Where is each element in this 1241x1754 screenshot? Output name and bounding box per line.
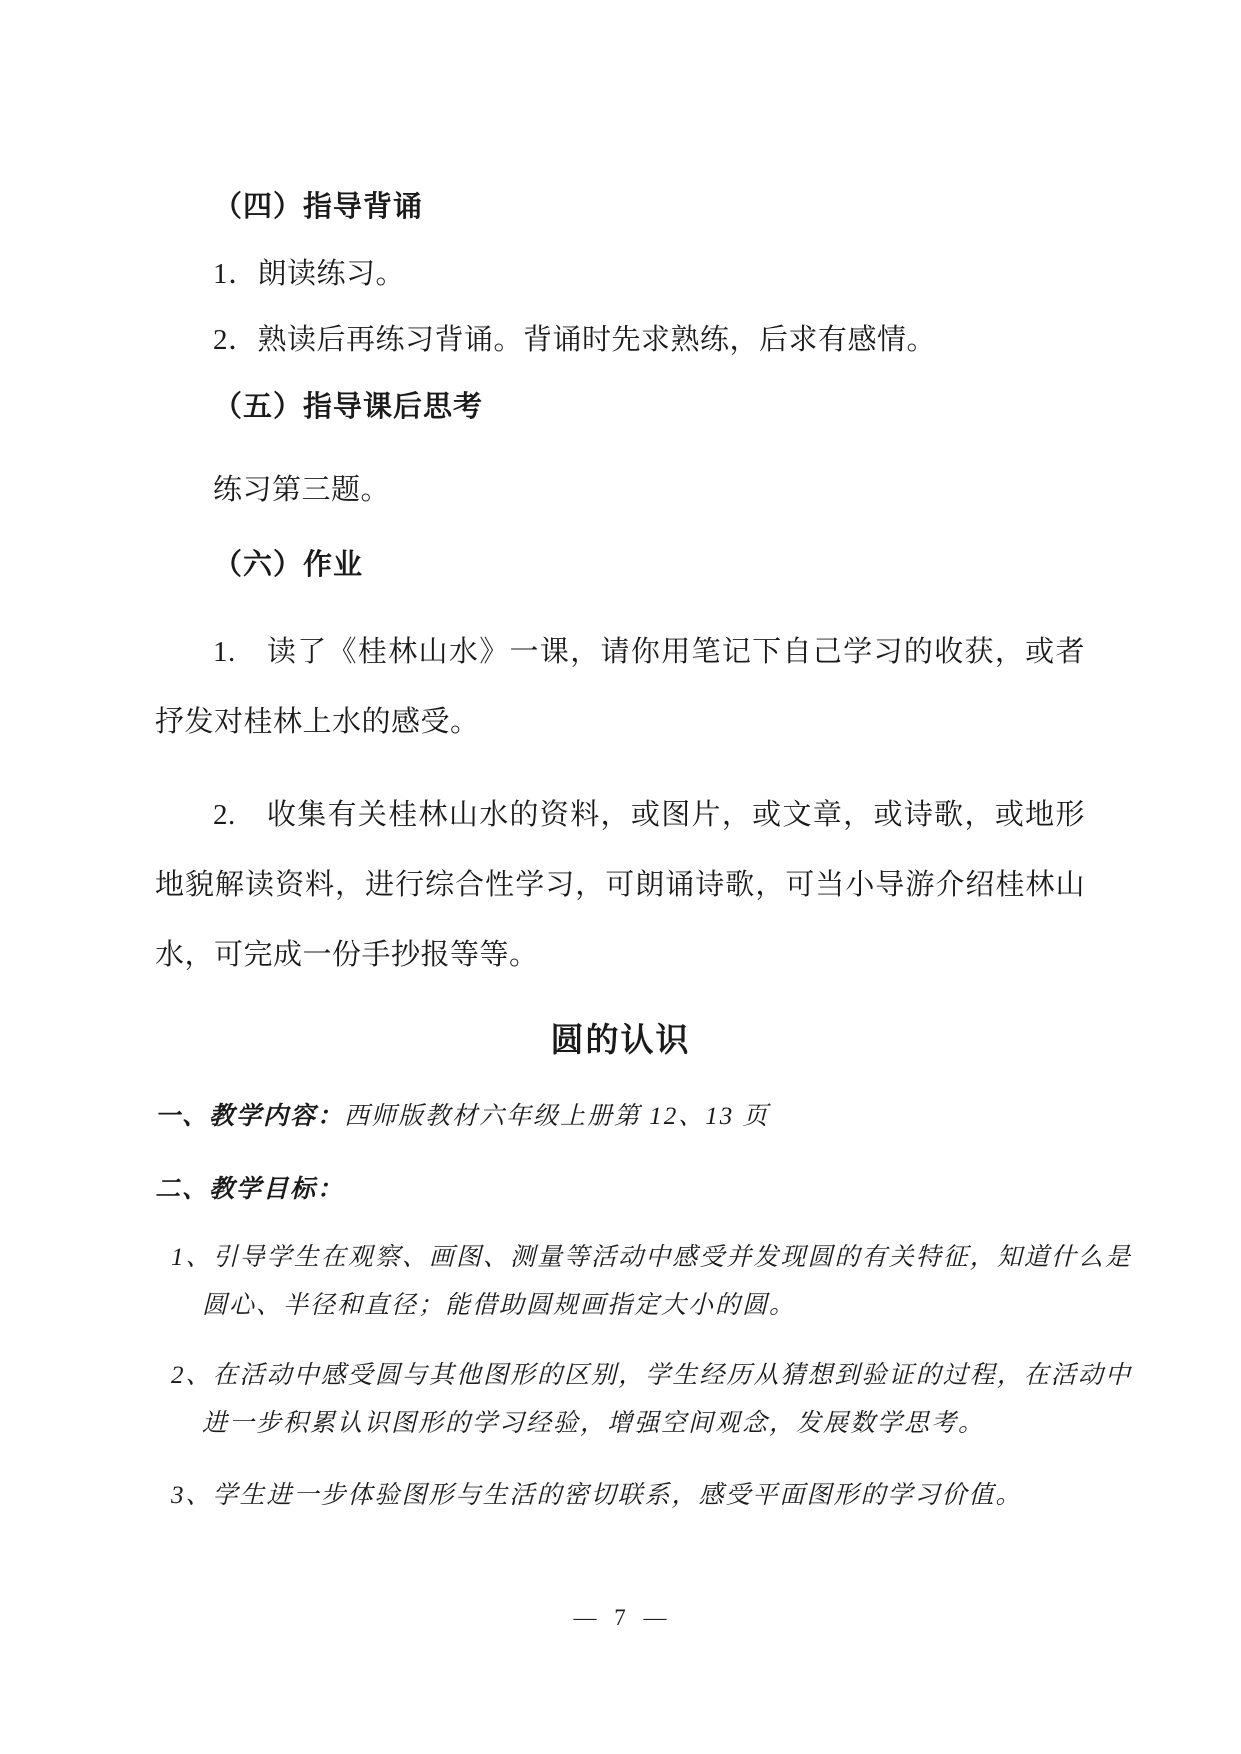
teaching-objectives-label: 二、教学目标： (155, 1176, 345, 1203)
objective-item-1: 1、引导学生在观察、画图、测量等活动中感受并发现圆的有关特征，知道什么是圆心、半径和直径；能借助圆规画指定大小的圆。 (171, 1244, 1132, 1319)
teaching-content-value: 西师版教材六年级上册第 12、13 页 (344, 1103, 770, 1130)
objective-item-3: 3、学生进一步体验图形与生活的密切联系，感受平面图形的学习价值。 (171, 1482, 1023, 1509)
objective-item-2: 2、在活动中感受圆与其他图形的区别，学生经历从猜想到验证的过程，在活动中进一步积累认识图形的学习经验，增强空间观念，发展数学思考。 (171, 1362, 1132, 1437)
teaching-content-label: 一、教学内容： (155, 1103, 345, 1130)
section-6-heading: （六）作业 (213, 549, 364, 581)
page-number: — 7 — (573, 1605, 668, 1630)
teaching-content-line (155, 1099, 1085, 1135)
lesson-title: 圆的认识 (550, 1021, 691, 1058)
recitation-item-1: 1．朗读练习。 (213, 258, 406, 290)
section-4-heading: （四）指导背诵 (213, 191, 424, 223)
homework-item-1: 1. 读了《桂林山水》一课，请你用笔记下自己学习的收获，或者抒发对桂林上水的感受。 (155, 636, 1085, 738)
homework-item-2: 2. 收集有关桂林山水的资料，或图片，或文章，或诗歌，或地形地貌解读资料，进行综合性学习，可朗诵诗歌，可当小导游介绍桂林山水，可完成一份手抄报等等。 (155, 799, 1085, 971)
after-class-exercise-note: 练习第三题。 (213, 474, 391, 506)
section-5-heading: （五）指导课后思考 (213, 391, 484, 423)
recitation-item-2: 2．熟读后再练习背诵。背诵时先求熟练，后求有感情。 (213, 324, 937, 356)
